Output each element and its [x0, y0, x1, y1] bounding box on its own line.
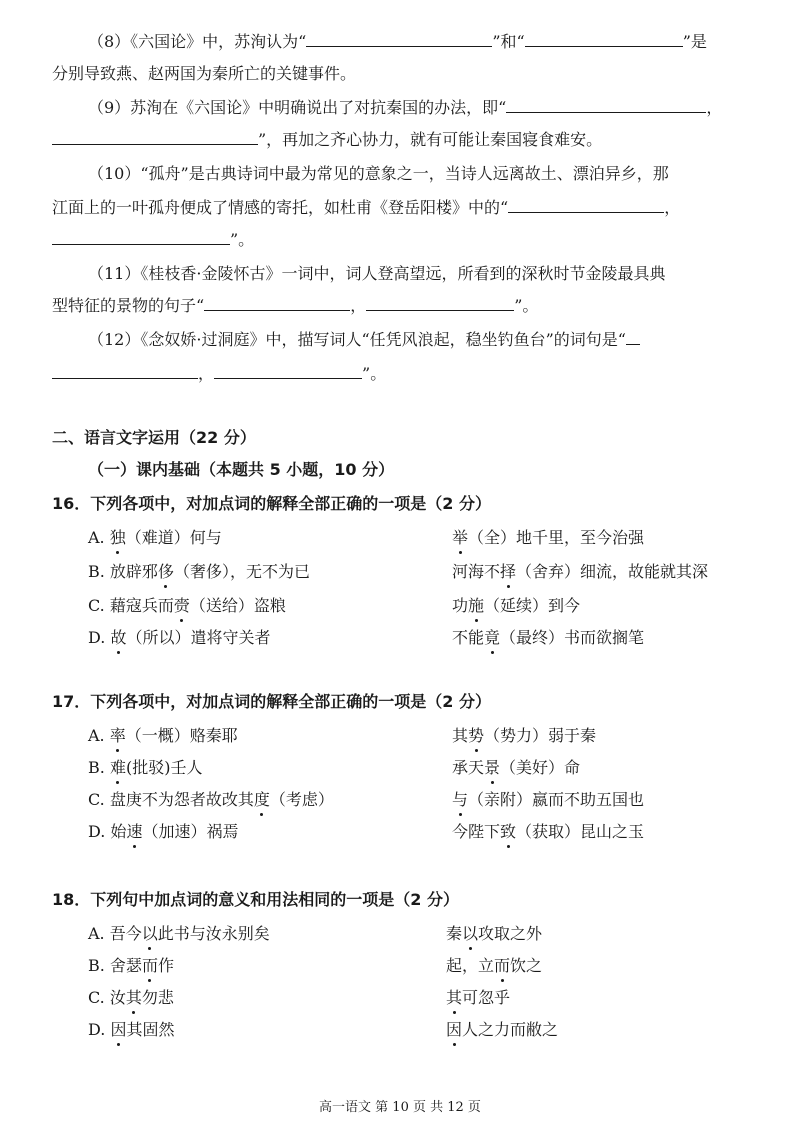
q10-line2-prefix: 江面上的一叶孤舟便成了情感的寄托，如杜甫《登岳阳楼》中的“ [52, 198, 509, 217]
q18-option-b-left[interactable] [88, 956, 174, 976]
text: 承天 [452, 758, 485, 777]
dotted-char: 以 [141, 924, 158, 943]
text: A. [88, 528, 110, 547]
text: B. 舍瑟 [88, 956, 142, 975]
q12-blank-1a[interactable] [626, 330, 640, 345]
q9-line1 [88, 98, 722, 118]
q8-blank-2[interactable] [525, 32, 683, 47]
q9-blank-2[interactable] [52, 130, 258, 145]
dotted-char: 择 [500, 562, 517, 581]
text: 其 [452, 726, 469, 745]
q8-line2: 分别导致燕、赵两国为秦所亡的关键事件。 [52, 64, 357, 83]
text: 可忽乎 [462, 988, 511, 1007]
text: 攻取之外 [478, 924, 543, 943]
text: （延续）到今 [484, 596, 581, 615]
dotted-char: 独 [109, 528, 126, 547]
q12-line1 [88, 330, 640, 350]
q16-option-d-right [452, 628, 644, 648]
dotted-char: 势 [468, 726, 485, 745]
q10-line3 [52, 230, 254, 250]
q12-comma: ， [198, 364, 215, 383]
q10-blank-1[interactable] [508, 198, 664, 213]
text: （考虑） [269, 790, 334, 809]
text: 其固然 [126, 1020, 175, 1039]
q10-line1: （10）“孤舟”是古典诗词中最为常见的意象之一，当诗人远离故土、漂泊异乡，那 [88, 164, 669, 183]
text: （一概）赂秦耶 [125, 726, 238, 745]
section2-title: 二、语言文字运用（22 分） [52, 428, 256, 447]
dotted-char: 施 [468, 596, 485, 615]
q18-option-a-left[interactable] [88, 924, 270, 944]
q10-line3-suffix: ”。 [230, 230, 255, 249]
text: （亲附）嬴而不助五国也 [468, 790, 645, 809]
q16-option-c-right [452, 596, 580, 616]
q17-option-b-right [452, 758, 580, 778]
q11-comma: ， [350, 296, 367, 315]
q12-blank-1b[interactable] [52, 364, 198, 379]
q9-line2 [52, 130, 602, 150]
text: 此书与汝永别矣 [157, 924, 270, 943]
q8-suffix: ”是 [682, 32, 707, 51]
q16-option-a-right [452, 528, 644, 548]
text: 起，立 [446, 956, 495, 975]
text: （所以）遣将守关者 [126, 628, 271, 647]
text: 饮之 [510, 956, 543, 975]
text: D. 始 [88, 822, 127, 841]
q16-option-b-left[interactable] [88, 562, 310, 582]
q8-line1 [88, 32, 707, 52]
q17-option-c-right [452, 790, 644, 810]
dotted-char: 以 [462, 924, 479, 943]
dotted-char: 率 [109, 726, 126, 745]
text: B. [88, 758, 110, 777]
q11-blank-1[interactable] [204, 296, 350, 311]
q9-prefix: （9）苏洵在《六国论》中明确说出了对抗秦国的办法，即“ [88, 98, 507, 117]
q16-option-c-left[interactable] [88, 596, 286, 616]
text: A. 吾今 [88, 924, 142, 943]
q11-line2-prefix: 型特征的景物的句子“ [52, 296, 205, 315]
text: （难道）何与 [125, 528, 222, 547]
text: 勿悲 [141, 988, 174, 1007]
dotted-char: 与 [452, 790, 469, 809]
q9-line2-suffix: ”，再加之齐心协力，就有可能让秦国寝食难安。 [258, 130, 603, 149]
page-footer: 高一语文 第 10 页 共 12 页 [319, 1100, 481, 1115]
dotted-char: 因 [446, 1020, 463, 1039]
text: （势力）弱于秦 [484, 726, 597, 745]
dotted-char: 竟 [484, 628, 501, 647]
q18-option-d-right [446, 1020, 558, 1040]
text: （全）地千里，至今治强 [468, 528, 645, 547]
q11-line2 [52, 296, 538, 316]
q11-line1: （11）《桂枝香·金陵怀古》一词中，词人登高望远，所看到的深秋时节金陵最具典 [88, 264, 666, 283]
text: (批驳)壬人 [125, 758, 203, 777]
dotted-char: 因 [110, 1020, 127, 1039]
text: 河海不 [452, 562, 501, 581]
q16-option-b-right [452, 562, 708, 582]
q17-option-d-right [452, 822, 644, 842]
dotted-char: 其 [446, 988, 463, 1007]
q17-option-d-left[interactable] [88, 822, 238, 842]
text: B. 放辟邪 [88, 562, 158, 581]
q11-line2-suffix: ”。 [514, 296, 539, 315]
q10-line2 [52, 198, 680, 218]
section2-subtitle: （一）课内基础（本题共 5 小题，10 分） [88, 460, 395, 479]
text: A. [88, 726, 110, 745]
q11-blank-2[interactable] [366, 296, 514, 311]
dotted-char: 而 [494, 956, 511, 975]
text: （获取）昆山之玉 [516, 822, 645, 841]
q16-option-d-left[interactable] [88, 628, 270, 648]
q8-mid: ”和“ [492, 32, 525, 51]
q12-line2 [52, 364, 386, 384]
dotted-char: 故 [110, 628, 127, 647]
dotted-char: 举 [452, 528, 469, 547]
dotted-char: 其 [125, 988, 142, 1007]
text: 今陛下 [452, 822, 501, 841]
text: 功 [452, 596, 469, 615]
q12-line1-prefix: （12）《念奴娇·过洞庭》中，描写词人“任凭风浪起，稳坐钓鱼台”的词句是“ [88, 330, 626, 349]
text: 作 [157, 956, 174, 975]
q9-comma: ， [706, 98, 723, 117]
text: 秦 [446, 924, 463, 943]
dotted-char: 难 [109, 758, 126, 777]
q12-blank-2[interactable] [214, 364, 362, 379]
q17-stem: 17．下列各项中，对加点词的解释全部正确的一项是（2 分） [52, 692, 491, 711]
dotted-char: 侈 [157, 562, 174, 581]
text: 人之力而敝之 [462, 1020, 559, 1039]
q16-stem: 16．下列各项中，对加点词的解释全部正确的一项是（2 分） [52, 494, 491, 513]
dotted-char: 致 [500, 822, 517, 841]
text: D. [88, 628, 111, 647]
text: C. 盘庚不为怨者故改其 [88, 790, 254, 809]
q16-option-a-left[interactable] [88, 528, 222, 548]
q18-option-a-right [446, 924, 542, 944]
dotted-char: 速 [126, 822, 143, 841]
q18-option-c-right [446, 988, 510, 1008]
q8-prefix: （8）《六国论》中，苏洵认为“ [88, 32, 307, 51]
q12-line2-suffix: ”。 [362, 364, 387, 383]
q17-option-c-left[interactable] [88, 790, 334, 810]
q18-option-b-right [446, 956, 542, 976]
q8-blank-1[interactable] [306, 32, 492, 47]
text: （最终）书而欲搁笔 [500, 628, 645, 647]
q17-option-b-left[interactable] [88, 758, 202, 778]
text: （加速）祸焉 [142, 822, 239, 841]
q10-comma: ， [664, 198, 681, 217]
text: D. [88, 1020, 111, 1039]
dotted-char: 景 [484, 758, 501, 777]
text: （奢侈），无不为已 [173, 562, 310, 581]
q9-blank-1[interactable] [506, 98, 706, 113]
dotted-char: 度 [253, 790, 270, 809]
q18-option-c-left[interactable] [88, 988, 174, 1008]
text: （美好）命 [500, 758, 581, 777]
q18-option-d-left[interactable] [88, 1020, 174, 1040]
q17-option-a-right [452, 726, 596, 746]
text: （送给）盗粮 [189, 596, 286, 615]
text: （舍弃）细流，故能就其深 [516, 562, 709, 581]
dotted-char: 而 [141, 956, 158, 975]
q17-option-a-left[interactable] [88, 726, 238, 746]
text: C. 藉寇兵而 [88, 596, 174, 615]
q18-stem: 18．下列句中加点词的意义和用法相同的一项是（2 分） [52, 890, 459, 909]
text: 不能 [452, 628, 485, 647]
text: C. 汝 [88, 988, 126, 1007]
dotted-char: 赍 [173, 596, 190, 615]
q10-blank-2[interactable] [52, 230, 230, 245]
